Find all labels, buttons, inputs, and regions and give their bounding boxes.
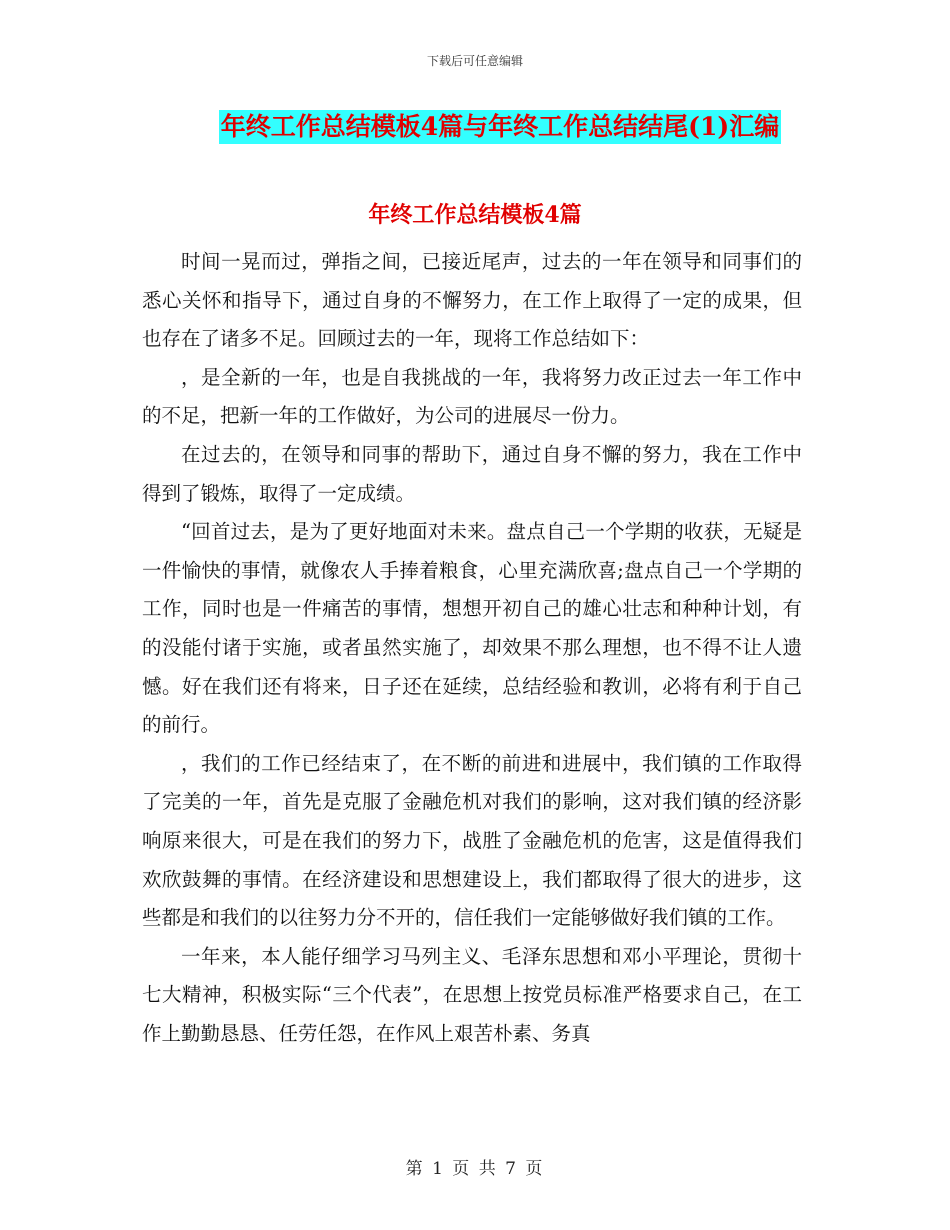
paragraph: ，我们的工作已经结束了，在不断的前进和进展中，我们镇的工作取得了完美的一年，首先是克服了金融危机对我们的影响，这对我们镇的经济影响原来很大，可是在我们的努力下，战胜了金融危机的危害，这是值得我们欢欣鼓舞的事情。在经济建设和思想建设上，我们都取得了很大的进步，这些都是和我们的以往努力分不开的，信任我们一定能够做好我们镇的工作。 — [142, 751, 802, 930]
paragraph: 在过去的，在领导和同事的帮助下，通过自身不懈的努力，我在工作中得到了锻炼，取得了一定成绩。 — [142, 442, 802, 505]
page-number-footer: 第 1 页 共 7 页 — [405, 1159, 545, 1179]
paragraph: 一年来，本人能仔细学习马列主义、毛泽东思想和邓小平理论，贯彻十七大精神，积极实际“三个代表”，在思想上按党员标准严格要求自己，在工作上勤勤恳恳、任劳任怨，在作风上艰苦朴素、务真 — [142, 944, 802, 1045]
document-title-container — [0, 110, 950, 144]
page-header-note: 下载后可任意编辑 — [426, 54, 523, 68]
document-title: 年终工作总结模板4篇与年终工作总结结尾(1)汇编 — [219, 110, 781, 144]
paragraph: 时间一晃而过，弹指之间，已接近尾声，过去的一年在领导和同事们的悉心关怀和指导下，通过自身的不懈努力，在工作上取得了一定的成果，但也存在了诸多不足。回顾过去的一年，现将工作总结如下： — [142, 250, 802, 351]
document-body — [142, 243, 802, 1053]
paragraph: ，是全新的一年，也是自我挑战的一年，我将努力改正过去一年工作中的不足，把新一年的工作做好，为公司的进展尽一份力。 — [142, 365, 802, 428]
section-title: 年终工作总结模板4篇 — [368, 202, 582, 228]
paragraph: “回首过去，是为了更好地面对未来。盘点自己一个学期的收获，无疑是一件愉快的事情，就像农人手捧着粮食，心里充满欣喜;盘点自己一个学期的工作，同时也是一件痛苦的事情，想想开初自己的雄心壮志和种种计划，有的没能付诸于实施，或者虽然实施了，却效果不那么理想，也不得不让人遗憾。好在我们还有将来，日子还在延续，总结经验和教训，必将有利于自己的前行。 — [142, 520, 802, 737]
